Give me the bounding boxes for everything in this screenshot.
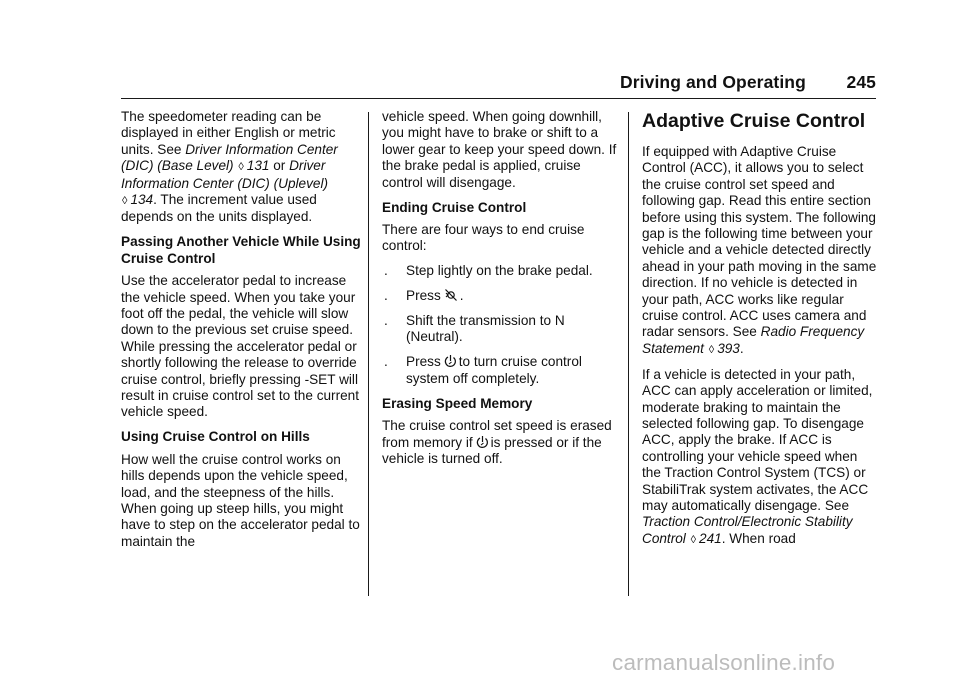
list-item: . Step lightly on the brake pedal. (384, 263, 593, 279)
list-item: . Press to turn cruise control system off completely. (384, 354, 582, 386)
paragraph-erasing: The cruise control set speed is erased from memory if is pressed or if the vehicle is turned off. (382, 418, 612, 466)
watermark: carmanualsonline.info (612, 650, 836, 675)
link-dic-uplevel[interactable]: Driver Information Center (DIC) (Uplevel) (121, 158, 328, 191)
page-ref-393[interactable]: 393 (717, 340, 740, 356)
paragraph-hills: How well the cruise control works on hills depends upon the vehicle speed, load, and the steepness of the hills. When going up steep hills, you might have to step on the accelerator pedal to maintain the (121, 451, 360, 549)
column-3 (642, 109, 878, 557)
header-rule (121, 98, 876, 99)
page-ref-icon: ◊ (238, 161, 244, 174)
link-radio-frequency[interactable]: Radio Frequency Statement (642, 324, 865, 356)
page-ref-icon: ◊ (690, 533, 697, 546)
section-title: Driving and Operating (620, 72, 806, 92)
heading-ending: Ending Cruise Control (382, 199, 527, 215)
list-item: . Shift the transmission to N (Neutral). (384, 313, 565, 345)
paragraph-acc-intro: If equipped with Adaptive Cruise Control (ACC), it allows you to select the cruise control set speed and following gap. Read this entire section before using this system. The following gap is the following time between your vehicle and a vehicle detected directly ahead in your path moving in the same direction. If no vehicle is detected in your path, ACC works like regular cruise control. ACC uses camera and radar sensors. See Radio Frequency Statement ◊ 393. (642, 144, 877, 356)
link-dic-base[interactable]: Driver Information Center (DIC) (Base Level) (121, 141, 338, 174)
page-number: 245 (846, 72, 876, 92)
link-traction-control[interactable]: Traction Control/Electronic Stability Control (642, 514, 853, 546)
paragraph-passing: Use the accelerator pedal to increase the vehicle speed. When you take your foot off the pedal, the vehicle will slow down to the previous set cruise speed. While pressing the accelerator pedal or shortly following the release to override cruise control, briefly pressing -SET will result in cruise control set to the current vehicle speed. (121, 273, 359, 420)
heading-erasing: Erasing Speed Memory (382, 395, 533, 411)
list-item: . Press . (384, 288, 464, 304)
heading-adaptive-cruise: Adaptive Cruise Control (642, 110, 866, 132)
paragraph-units: The speedometer reading can be displayed in either English or metric units. See Driver Information Center (DIC) (Base Level) ◊ 131 or Driver Information Center (DIC) (Uplevel) ◊ 134. The increment value used depends on the units displayed. (121, 109, 338, 225)
cruise-on-off-icon (476, 435, 489, 449)
page-ref-134[interactable]: 134 (130, 192, 154, 208)
heading-passing: Passing Another Vehicle While Using Cruise Control (121, 234, 361, 266)
column-1 (121, 109, 361, 559)
column-divider-2 (628, 112, 629, 596)
cruise-on-off-icon (444, 354, 457, 368)
page-ref-icon: ◊ (122, 195, 128, 208)
cruise-cancel-icon (444, 288, 458, 302)
column-2 (382, 109, 618, 476)
page-ref-241[interactable]: 241 (699, 530, 722, 546)
paragraph-acc-braking: If a vehicle is detected in your path, ACC can apply acceleration or limited, moderate braking to maintain the selected following gap. To disengage ACC, apply the brake. If ACC is controlling your vehicle speed when the Traction Control System (TCS) or StabiliTrak system activates, the ACC may automatically disengage. See Traction Control/Electronic Stability Control ◊ 241. When road (642, 366, 873, 546)
page-ref-131[interactable]: 131 (246, 158, 270, 174)
page-ref-icon: ◊ (708, 343, 715, 356)
paragraph-four-ways: There are four ways to end cruise control: (382, 221, 585, 254)
paragraph-downhill: vehicle speed. When going downhill, you might have to brake or shift to a lower gear to keep your speed down. If the brake pedal is applied, cruise control will disengage. (382, 109, 617, 190)
heading-hills: Using Cruise Control on Hills (121, 429, 310, 445)
column-divider-1 (368, 112, 369, 596)
